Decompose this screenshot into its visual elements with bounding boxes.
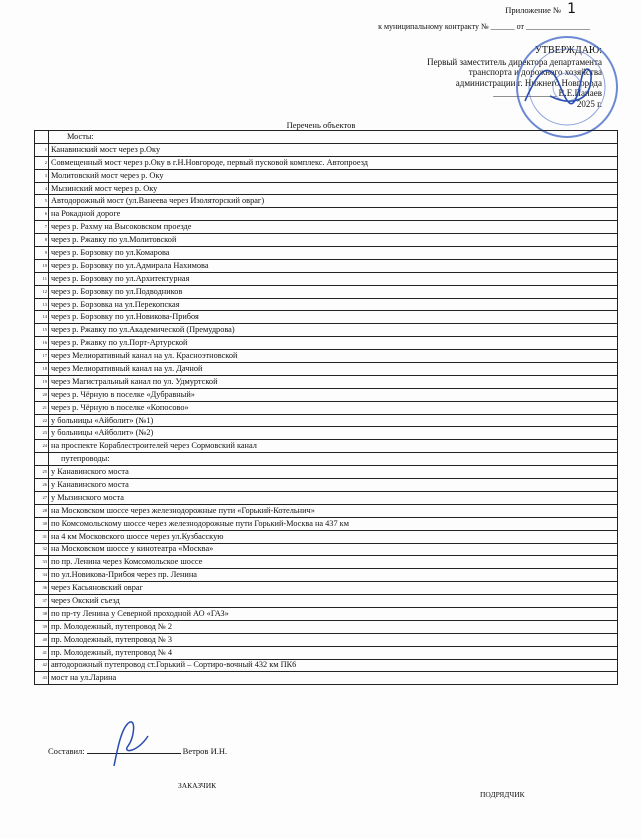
row-number: 5: [35, 195, 49, 208]
row-object: автодорожный путепровод ст.Горький – Сортиро-вочный 432 км ПК6: [49, 659, 618, 672]
row-number: 11: [35, 272, 49, 285]
row-object: на Московском шоссе через железнодорожные пути «Горький-Котельнич»: [49, 504, 618, 517]
row-object: на Рокадной дороге: [49, 208, 618, 221]
row-number: 37: [35, 595, 49, 608]
table-row: [35, 517, 618, 530]
row-object: по ул.Новикова-Прибоя через пр. Ленина: [49, 569, 618, 582]
row-number: 40: [35, 633, 49, 646]
row-number: 34: [35, 569, 49, 582]
row-number: 15: [35, 324, 49, 337]
row-object: по пр-ту Ленина у Северной проходной АО «ГАЗ»: [49, 607, 618, 620]
table-row: [35, 363, 618, 376]
row-object: Автодорожный мост (ул.Ванеева через Изоляторский овраг): [49, 195, 618, 208]
row-object: путепроводы:: [49, 453, 618, 466]
row-number: 16: [35, 337, 49, 350]
row-object: через Магистральный канал по ул. Удмуртской: [49, 375, 618, 388]
table-row: [35, 672, 618, 685]
row-object: через р. Ржавку по ул.Порт-Артурской: [49, 337, 618, 350]
row-number: 14: [35, 311, 49, 324]
row-number: 2: [35, 156, 49, 169]
table-row: [35, 195, 618, 208]
table-row: [35, 311, 618, 324]
row-object: через р. Борзовку по ул.Адмирала Нахимова: [49, 259, 618, 272]
row-number: 8: [35, 234, 49, 247]
row-number: [35, 453, 49, 466]
row-number: 25: [35, 466, 49, 479]
table-row: [35, 595, 618, 608]
row-object: на 4 км Московского шоссе через ул.Кузбасскую: [49, 530, 618, 543]
row-object: пр. Молодежный, путепровод № 4: [49, 646, 618, 659]
table-row: [35, 556, 618, 569]
table-row: [35, 259, 618, 272]
compiled-name: Ветров И.Н.: [182, 746, 228, 756]
table-row: [35, 466, 618, 479]
table-header-row: [35, 131, 618, 144]
row-object: Канавинский мост через р.Оку: [49, 143, 618, 156]
row-number: 28: [35, 504, 49, 517]
row-number: 41: [35, 646, 49, 659]
row-object: через р. Борзовку по ул.Подводников: [49, 285, 618, 298]
row-object: у Мызинского моста: [49, 491, 618, 504]
table-row: [35, 247, 618, 260]
table-row: [35, 234, 618, 247]
row-object: через Мелиоративный канал на ул. Дачной: [49, 363, 618, 376]
row-object: через р. Борзовка на ул.Перекопская: [49, 298, 618, 311]
table-row: [35, 504, 618, 517]
row-number: 30: [35, 517, 49, 530]
row-object: через Мелиоративный канал на ул. Красноэтновской: [49, 350, 618, 363]
table-row: [35, 646, 618, 659]
row-object: через Касьяновский овраг: [49, 582, 618, 595]
row-object: через р. Борзовку по ул.Комарова: [49, 247, 618, 260]
row-number: 26: [35, 479, 49, 492]
row-object: пр. Молодежный, путепровод № 2: [49, 620, 618, 633]
approve-line: администрации г. Нижнего Новгорода: [455, 77, 602, 88]
approve-title: УТВЕРЖДАЮ:: [534, 45, 602, 56]
table-row: [35, 620, 618, 633]
table-row: [35, 388, 618, 401]
row-object: у больницы «Айболит» (№2): [49, 427, 618, 440]
table-row: [35, 272, 618, 285]
row-object: через р. Борзовку по ул.Архитектурная: [49, 272, 618, 285]
table-row: [35, 530, 618, 543]
row-number: 4: [35, 182, 49, 195]
table-header: Мосты:: [49, 131, 618, 144]
approver-signature: [520, 56, 600, 116]
row-object: пр. Молодежный, путепровод № 3: [49, 633, 618, 646]
row-number: 36: [35, 582, 49, 595]
table-row: [35, 633, 618, 646]
row-number: 43: [35, 672, 49, 685]
table-row: [35, 143, 618, 156]
row-object: через р. Ржавку по ул.Молитовской: [49, 234, 618, 247]
table-row: [35, 285, 618, 298]
table-cell-number: [35, 131, 49, 144]
table-row: [35, 582, 618, 595]
row-number: 33: [35, 556, 49, 569]
row-number: 17: [35, 350, 49, 363]
table-row: [35, 453, 618, 466]
table-row: [35, 491, 618, 504]
table-row: [35, 156, 618, 169]
row-object: на проспекте Кораблестроителей через Сормовский канал: [49, 440, 618, 453]
table-row: [35, 440, 618, 453]
compiled-label: Составил:: [48, 746, 85, 756]
row-number: 12: [35, 285, 49, 298]
annex-label: [505, 1, 576, 17]
table-row: [35, 221, 618, 234]
row-number: 1: [35, 143, 49, 156]
objects-table: [34, 130, 618, 685]
row-number: 27: [35, 491, 49, 504]
table-row: [35, 324, 618, 337]
table-row: [35, 659, 618, 672]
row-object: через р. Борзовку по ул.Новикова-Прибоя: [49, 311, 618, 324]
table-row: [35, 298, 618, 311]
row-object: у больницы «Айболит» (№1): [49, 414, 618, 427]
row-number: 21: [35, 401, 49, 414]
row-number: 7: [35, 221, 49, 234]
approve-line: 2025 г.: [576, 98, 602, 109]
row-object: на Московском шоссе у кинотеатра «Москва»: [49, 543, 618, 556]
table-row: [35, 427, 618, 440]
row-object: по Комсомольскому шоссе через железнодорожные пути Горький-Москва на 437 км: [49, 517, 618, 530]
row-number: 42: [35, 659, 49, 672]
row-object: через Окский съезд: [49, 595, 618, 608]
row-number: 13: [35, 298, 49, 311]
row-object: Совмещенный мост через р.Оку в г.Н.Новгороде, первый пусковой комплекс. Автопроезд: [49, 156, 618, 169]
approve-line: Первый заместитель директора департамента: [427, 56, 602, 67]
row-object: через р. Чёрную в поселке «Дубравный»: [49, 388, 618, 401]
approve-line: ______________ В.Е.Панаев: [493, 88, 602, 98]
table-row: [35, 569, 618, 582]
compiler-signature: [104, 716, 154, 768]
row-object: Мызинский мост через р. Оку: [49, 182, 618, 195]
table-row: [35, 350, 618, 363]
table-row: [35, 375, 618, 388]
row-number: 23: [35, 427, 49, 440]
row-object: по пр. Ленина через Комсомольское шоссе: [49, 556, 618, 569]
table-row: [35, 414, 618, 427]
contract-line: к муниципальному контракту № ______ от ________________: [378, 22, 590, 31]
table-row: [35, 479, 618, 492]
row-object: мост на ул.Ларина: [49, 672, 618, 685]
row-number: 20: [35, 388, 49, 401]
contractor-label: ПОДРЯДЧИК: [480, 790, 525, 799]
table-row: [35, 401, 618, 414]
row-number: 6: [35, 208, 49, 221]
row-number: 9: [35, 247, 49, 260]
table-row: [35, 182, 618, 195]
table-row: [35, 543, 618, 556]
row-number: 24: [35, 440, 49, 453]
row-number: 31: [35, 530, 49, 543]
row-number: 18: [35, 363, 49, 376]
row-number: 19: [35, 375, 49, 388]
table-row: [35, 208, 618, 221]
list-title: Перечень объектов: [286, 120, 356, 130]
row-object: у Канавинского моста: [49, 479, 618, 492]
row-object: через р. Чёрную в поселке «Копосово»: [49, 401, 618, 414]
annex-number: 1: [567, 1, 576, 17]
row-number: 3: [35, 169, 49, 182]
table-row: [35, 337, 618, 350]
row-object: через р. Рахму на Высоковском проезде: [49, 221, 618, 234]
row-object: у Канавинского моста: [49, 466, 618, 479]
annex-label-text: Приложение №: [505, 5, 562, 15]
customer-label: ЗАКАЗЧИК: [178, 781, 217, 790]
row-object: Молитовский мост через р. Оку: [49, 169, 618, 182]
table-row: [35, 169, 618, 182]
row-number: 39: [35, 620, 49, 633]
row-number: 32: [35, 543, 49, 556]
row-number: 10: [35, 259, 49, 272]
row-number: 22: [35, 414, 49, 427]
table-row: [35, 607, 618, 620]
row-number: 38: [35, 607, 49, 620]
approve-line: транспорта и дорожного хозяйства: [468, 67, 602, 77]
row-object: через р. Ржавку по ул.Академической (Премудрова): [49, 324, 618, 337]
